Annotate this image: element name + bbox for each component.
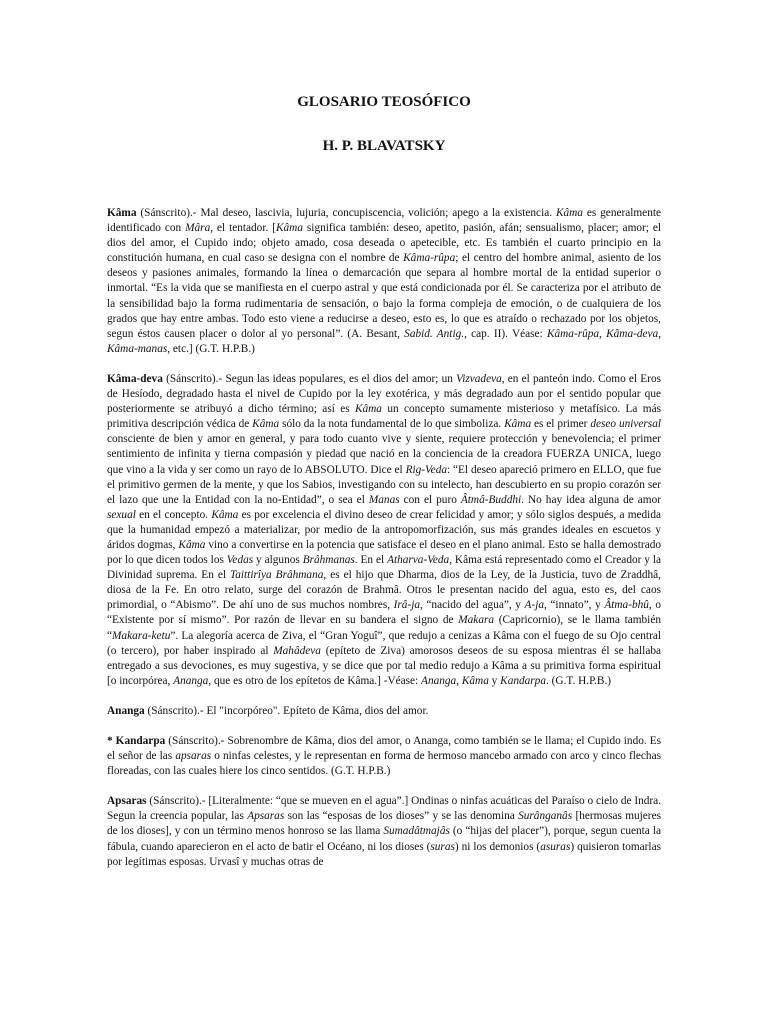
glossary-entry bbox=[107, 372, 661, 689]
entry-definition: Segun las ideas populares, es el dios del amor; un Vizvadeva, en el panteón indo. Como el Eros de Hesíodo, degradado hasta el nivel de Cupido por la ley exotérica, y más degradado aun por el sentido popular que posteriormente se atribuyó a dicho término; así es Kâma un concepto sumamente misterioso y metafísico. La más primitiva descripción védica de Kâma sólo da la nota fundamental de lo que simboliza. Kâma es el primer deseo universal consciente de bien y amor en general, y para todo cuanto vive y siente, requiere protección y benevolencia; el primer sentimiento de infinita y tierna compasión y piedad que nació en la conciencia de la creadora FUERZA UNICA, luego que vino a la vida y ser como un rayo de lo ABSOLUTO. Dice el Rig-Veda: “El deseo apareció primero en ELLO, que fue el primitivo germen de la mente, y que los Sabios, investigando con su intelecto, han descubierto en su propio corazón ser el lazo que une la Entidad con la no-Entidad”, o sea el Manas con el puro Âtmâ-Buddhi. No hay idea alguna de amor sexual en el concepto. Kâma es por excelencia el divino deseo de crear felicidad y amor; y sólo siglos después, a medida que la humanidad empezó a materializar, por medio de la antropomorfización, sus más grandes ideales en escuetos y áridos dogmas, Kâma vino a convertirse en la potencia que satisface el deseo en el plano animal. Esto se halla demostrado por lo que dicen todos los Vedas y algunos Brâhmanas. En el Atharva-Veda, Kâma está representado como el Creador y la Divinidad suprema. En el Taittirîya Brâhmana, es el hijo que Dharma, dios de la Ley, de la Justicia, tuvo de Zraddhâ, diosa de la Fe. En otro relato, surge del corazón de Brahmâ. Otros le presentan nacido del agua, esto es, del caos primordial, o “Abismo”. De ahí uno de sus muchos nombres, Irâ-ja, “nacido del agua”, y A-ja, “innato”, y Âtma-bhû, o “Existente por sí mismo”. Por razón de llevar en su bandera el signo de Makara (Capricornio), se le llama también “Makara-ketu”. La alegoría acerca de Ziva, el “Gran Yoguî”, que redujo a cenizas a Kâma con el fuego de su Ojo central (o tercero), por haber inspirado al Mahâdeva (epíteto de Ziva) amorosos deseos de su esposa mientras él se hallaba entregado a sus devociones, es muy sugestiva, y se dice que por tal medio redujo a Kâma a su primitiva forma espiritual [o incorpórea, Ananga, que es otro de los epítetos de Kâma.] -Véase: Ananga, Kâma y Kandarpa. (G.T. H.P.B.) bbox=[107, 372, 662, 687]
glossary-entry bbox=[107, 734, 661, 779]
glossary-entry bbox=[107, 794, 661, 869]
entry-language: (Sánscrito).- bbox=[140, 207, 197, 219]
entry-marker: * bbox=[107, 735, 116, 747]
entry-term: Ananga bbox=[107, 704, 145, 717]
glossary-entry bbox=[107, 206, 661, 357]
entry-term: Kâma bbox=[107, 207, 137, 219]
entry-language: (Sánscrito).- bbox=[166, 372, 223, 385]
glossary-entry bbox=[107, 704, 661, 719]
entry-definition: Mal deseo, lascivia, lujuria, concupiscencia, volición; apego a la existencia. Kâma es generalmente identificado con Mâra, el tentador. [Kâma significa también: deseo, apetito, pasión, afán; sensualismo, placer; amor; el dios del amor, el Cupido indo; objeto amado, cosa deseada o apetecible, etc. Es también el cuarto principio en la constitución humana, en cual caso se designa con el nombre de Kâma-rûpa; el centro del hombre animal, asiento de los deseos y pasiones animales, formando la línea o demarcación que separa al hombre mortal de la entidad superior o inmortal. “Es la vida que se manifiesta en el cuerpo astral y que está condicionada por él. Se caracteriza por el atributo de la sensibilidad bajo la forma rudimentaria de sensación, o bajo la forma compleja de emoción, o de cualquiera de los grados que hay entre ambas. Todo esto viene a reducirse a deseo, esto es, lo que es atraído o rechazado por los objetos, segun éstos causen placer o dolor al yo personal”. (A. Besant, Sabid. Antig., cap. II). Véase: Kâma-rûpa, Kâma-deva, Kâma-manas, etc.] (G.T. H.P.B.) bbox=[107, 207, 662, 355]
entry-language: (Sánscrito).- bbox=[147, 704, 204, 717]
entry-term: Apsaras bbox=[107, 795, 147, 808]
entry-definition: Sobrenombre de Kâma, dios del amor, o Ananga, como también se le llama; el Cupido indo. Es el señor de las apsaras o ninfas celestes, y le representan en forma de hermoso mancebo armado con arco y cinco flechas floreadas, con las cuales hiere los cinco sentidos. (G.T. H.P.B.) bbox=[107, 735, 661, 778]
glossary-entries bbox=[107, 206, 661, 870]
document-title: GLOSARIO TEOSÓFICO bbox=[297, 94, 471, 110]
document-author: H. P. BLAVATSKY bbox=[322, 138, 446, 154]
entry-term: Kâma-deva bbox=[107, 372, 163, 385]
entry-definition: El "incorpóreo". Epíteto de Kâma, dios del amor. bbox=[206, 704, 429, 717]
entry-language: (Sánscrito).- bbox=[168, 735, 225, 747]
entry-language: (Sánscrito).- bbox=[149, 795, 206, 808]
entry-definition: [Literalmente: “que se mueven en el agua”.] Ondinas o ninfas acuáticas del Paraíso o cielo de Indra. Segun la creencia popular, las Apsaras son las “esposas de los dioses” y se las denomina Surânganâs [hermosas mujeres de los dioses], y con un término menos honroso se las llama Sumadâtmajâs (o “hijas del placer”), porque, segun cuenta la fábula, cuando aparecieron en el acto de batir el Océano, ni los dioses (suras) ni los demonios (asuras) quisieron tomarlas por legítimas esposas. Urvasî y muchas otras de bbox=[107, 795, 661, 868]
entry-term: Kandarpa bbox=[115, 735, 166, 747]
